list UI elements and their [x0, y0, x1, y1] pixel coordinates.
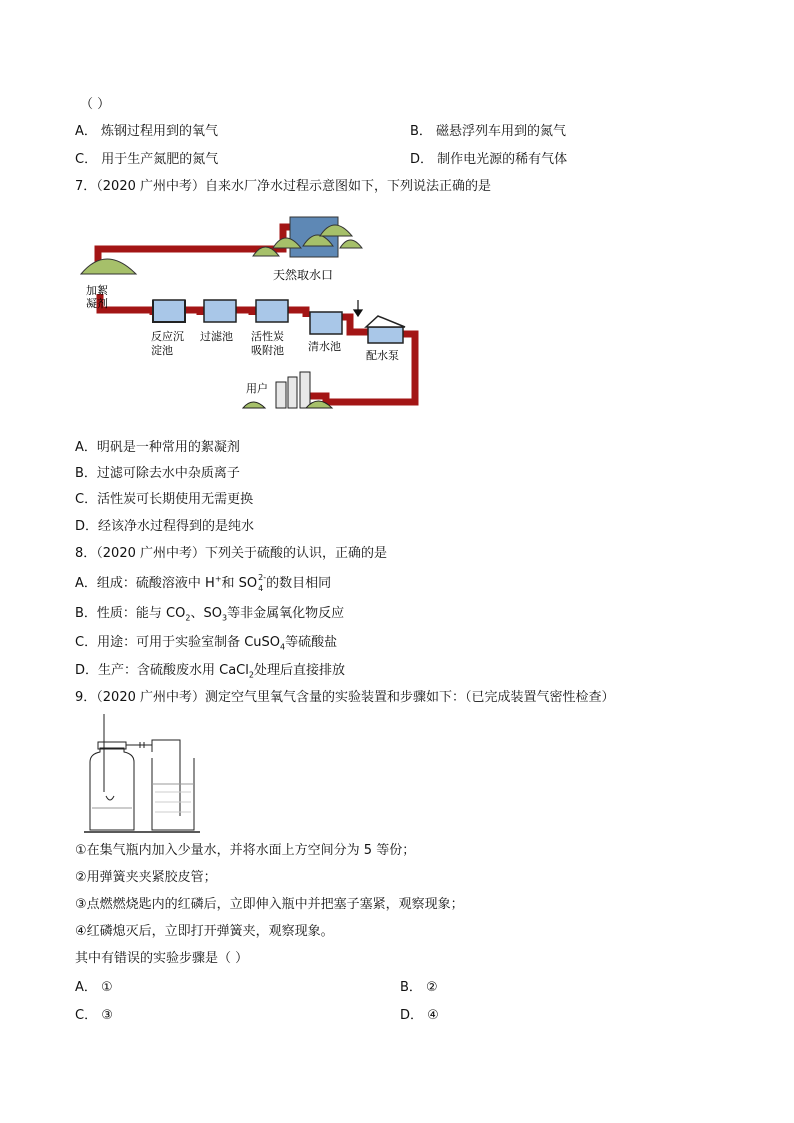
- oxygen-apparatus-diagram: [82, 712, 202, 834]
- tank-filtration: [204, 300, 236, 322]
- label-coagulant-1: 加絮: [86, 284, 108, 297]
- q9-step-4: ④红磷熄灭后，立即打开弹簧夹，观察现象。: [75, 924, 334, 939]
- q8-stem: 8．（2020 广州中考）下列关于硫酸的认识，正确的是: [75, 546, 387, 561]
- label-user: 用户: [246, 382, 268, 395]
- q6-option-c: C． 用于生产氮肥的氮气: [75, 152, 219, 167]
- q6-answer-paren: （ ）: [80, 97, 111, 112]
- q8-option-d: D．生产：含硫酸废水用 CaCl$_2$处理后直接排放: [75, 663, 345, 680]
- q8-option-a: A．组成：硫酸溶液中 H+和 SO 2- 4 的数目相同: [75, 572, 332, 593]
- label-sedimentation-1: 反应沉: [151, 330, 184, 343]
- q7-stem: 7．（2020 广州中考）自来水厂净水过程示意图如下，下列说法正确的是: [75, 179, 491, 194]
- q9-step-1: ①在集气瓶内加入少量水，并将水面上方空间分为 5 等份；: [75, 843, 416, 858]
- label-carbon-2: 吸附池: [251, 344, 284, 357]
- q7-option-b: B．过滤可除去水中杂质离子: [75, 466, 240, 481]
- q9-stem: 9．（2020 广州中考）测定空气里氧气含量的实验装置和步骤如下：（已完成装置气密性检查）: [75, 690, 615, 705]
- q9-option-d: D． ④: [400, 1008, 439, 1023]
- label-pump: 配水泵: [366, 349, 399, 362]
- q6-option-d: D． 制作电光源的稀有气体: [410, 152, 568, 167]
- q7-option-d: D．经该净水过程得到的是纯水: [75, 519, 255, 534]
- q9-step-2: ②用弹簧夹夹紧胶皮管；: [75, 870, 217, 885]
- pump-house: [366, 316, 405, 343]
- q6-option-b: B． 磁悬浮列车用到的氮气: [410, 124, 567, 139]
- q9-option-c: C． ③: [75, 1008, 113, 1023]
- label-clean-water: 清水池: [308, 340, 341, 353]
- dosing-arrow-icon: [354, 300, 362, 316]
- tank-sedimentation: [153, 300, 185, 322]
- q6-option-a: A． 炼钢过程用到的氧气: [75, 124, 219, 139]
- label-carbon-1: 活性炭: [251, 330, 284, 343]
- q7-option-a: A．明矾是一种常用的絮凝剂: [75, 440, 240, 455]
- q8-option-c: C．用途：可用于实验室制备 CuSO$_4$等硫酸盐: [75, 635, 338, 652]
- coagulant-hill: [81, 259, 136, 274]
- label-filtration: 过滤池: [200, 330, 233, 343]
- q7-option-c: C．活性炭可长期使用无需更换: [75, 492, 254, 507]
- label-intake: 天然取水口: [273, 268, 334, 282]
- tank-carbon: [256, 300, 288, 322]
- q9-option-a: A． ①: [75, 980, 113, 995]
- q9-option-b: B． ②: [400, 980, 438, 995]
- water-treatment-diagram: [78, 212, 428, 412]
- label-sedimentation-2: 淀池: [151, 344, 173, 357]
- q8-option-b: B．性质：能与 $CO_2$、$SO_3$等非金属氧化物反应: [75, 606, 345, 623]
- q9-question: 其中有错误的实验步骤是（ ）: [75, 951, 249, 966]
- tank-clean-water: [310, 312, 342, 334]
- label-coagulant-2: 凝剂: [86, 297, 108, 310]
- q9-step-3: ③点燃燃烧匙内的红磷后，立即伸入瓶中并把塞子塞紧，观察现象；: [75, 897, 464, 912]
- intake-reservoir: [253, 217, 362, 257]
